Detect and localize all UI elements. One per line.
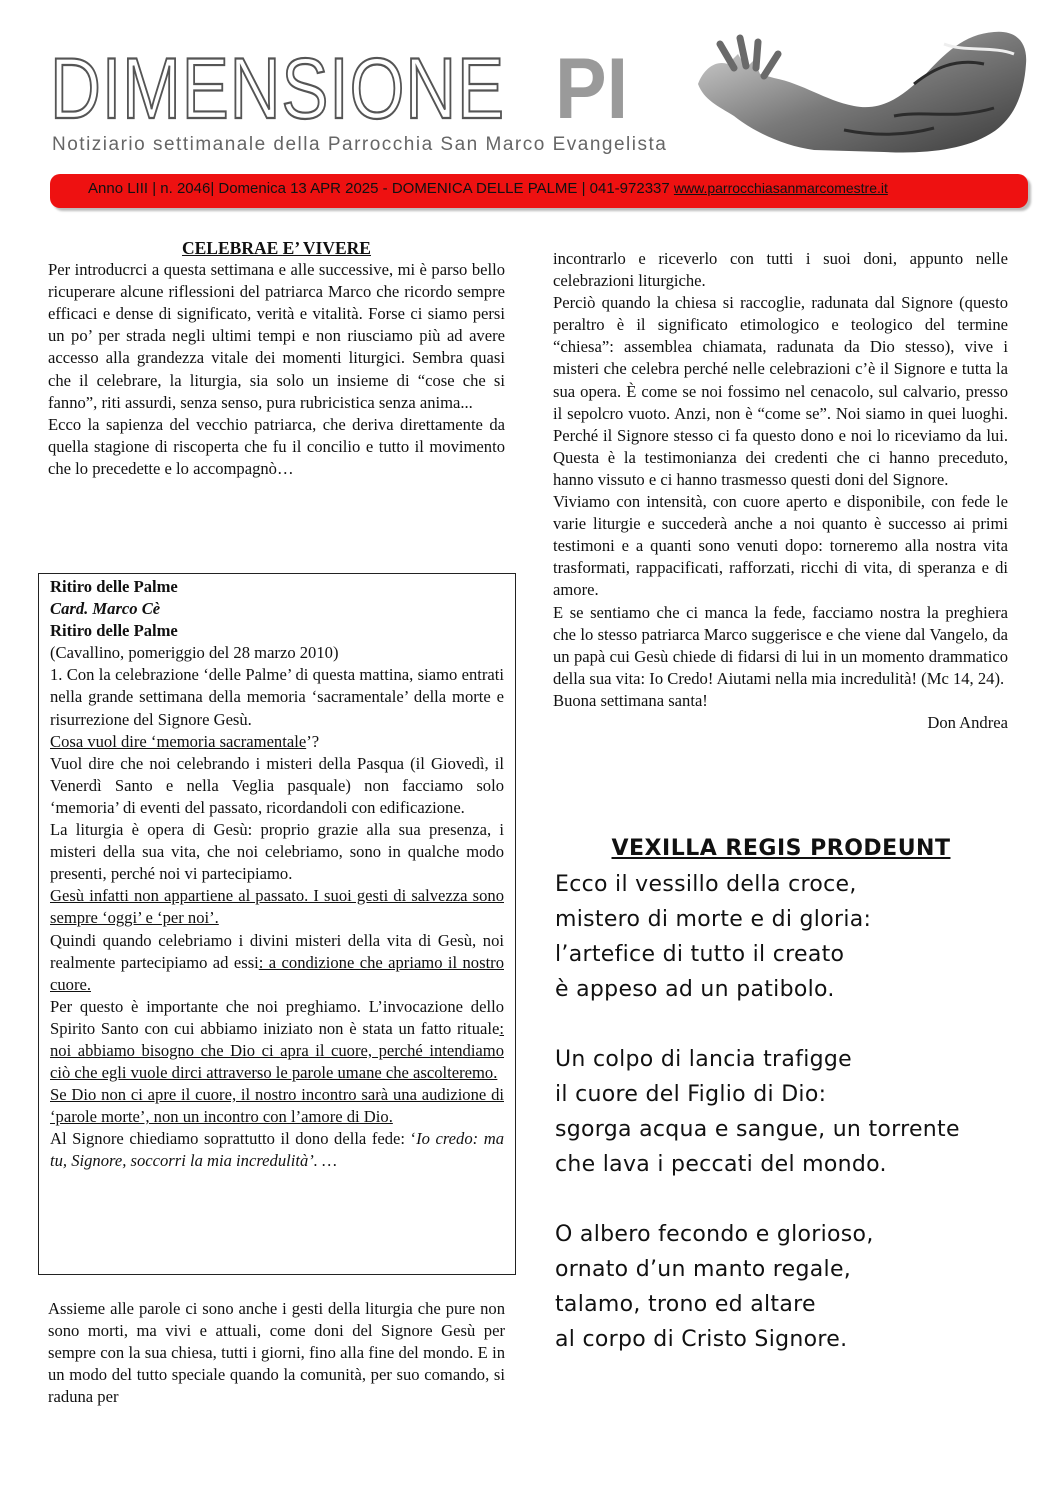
text: Per questo è importante che noi preghiamo. L’invocazione dello Spirito Santo con cui abbiamo iniziato non è stata un fatto rituale <box>50 996 504 1038</box>
paragraph: La liturgia è opera di Gesù: proprio grazie alla sua presenza, i misteri della sua vita, che noi celebriamo, sono in qualche modo presenti, perché noi vi partecipiamo. <box>50 820 504 884</box>
text: Al Signore chiediamo soprattutto il dono della fede: ‘ <box>50 1129 417 1149</box>
article-title: CELEBRAE E’ VIVERE <box>182 238 371 258</box>
info-bar-text <box>88 180 888 197</box>
poem-line: al corpo di Cristo Signore. <box>555 1327 848 1352</box>
poem-line: ornato d’un manto regale, <box>555 1257 852 1282</box>
poem-line: mistero di morte e di gloria: <box>555 907 872 932</box>
text: Quindi quando celebriamo i divini misteri della vita di Gesù, noi realmente partecipiamo ad essi <box>50 930 504 972</box>
paragraph: Buona settimana santa! <box>553 690 708 710</box>
paragraph: Viviamo con intensità, con cuore aperto e disponibile, con fede le varie liturgie e succederà anche a noi quanto è successo ai primi testimoni e a quanti sono venuti dopo: torneremo alla nostra vita trasformati, rappacificati, rafforzati, ricchi di vita, di speranza e di amore. <box>553 492 1008 600</box>
text: ’? <box>306 731 320 751</box>
newsletter-subtitle: Notiziario settimanale della Parrocchia San Marco Evangelista <box>52 134 668 155</box>
underlined-text: Cosa vuol dire ‘memoria sacramentale <box>50 731 307 751</box>
poem-line: è appeso ad un patibolo. <box>555 977 835 1002</box>
issue-info: Anno LIII | n. 2046| Domenica 13 APR 2025 - DOMENICA DELLE PALME | 041-972337 <box>88 180 674 197</box>
article-celebrare <box>48 237 505 480</box>
paragraph: incontrarlo e riceverlo con tutti i suoi doni, appunto nelle celebrazioni liturgiche. <box>553 249 1008 291</box>
paragraph: E se sentiamo che ci manca la fede, facciamo nostra la preghiera che lo stesso patriarca Marco suggerisce e che viene dal Vangelo, da un papà cui Gesù chiede di fidarsi di lui in un momento drammatico della sua vita: Io Credo! Aiutami nella mia incredulità! (Mc 14, 24). <box>553 602 1008 688</box>
hymn-title: VEXILLA REGIS PRODEUNT <box>611 836 951 861</box>
box-heading: Ritiro delle Palme <box>50 621 178 641</box>
poem-line: l’artefice di tutto il creato <box>555 942 845 967</box>
paragraph: 1. Con la celebrazione ‘delle Palme’ di questa mattina, siamo entrati nella grande settimana della memoria ‘sacramentale’ della morte e risurrezione del Signore Gesù. <box>50 665 504 729</box>
paragraph: Perciò quando la chiesa si raccoglie, radunata dal Signore (questo peraltro è il significato etimologico e teologico del termine “chiesa”: assemblea chiamata, radunata da Dio stesso), vive i misteri che celebra perché nelle celebrazioni c’è il Signore e tutta la sua opera. È come se noi fossimo nel cenacolo, sul calvario, presso il sepolcro vuoto. Anzi, non è “come se”. Noi siamo in quei luoghi. Perché il Signore stesso ci fa questo dono e noi lo riceviamo da lui. Questa è la testimonianza dei credenti che ci hanno preceduto, hanno vissuto e ci hanno trasmesso questi doni del Signore. <box>553 293 1008 489</box>
parish-website-link[interactable]: www.parrocchiasanmarcomestre.it <box>673 180 888 196</box>
paragraph: Assieme alle parole ci sono anche i gesti della liturgia che pure non sono morti, ma vivi e attuali, come doni del Signore Gesù per sempre con la sua chiesa, tutti i giorni, fino alla fine del mondo. E in un modo del tutto speciale quando la comunità, per suo comando, si raduna per <box>48 1299 505 1407</box>
box-author: Card. Marco Cè <box>50 599 161 619</box>
underlined-text: : noi abbiamo bisogno che Dio ci apra il cuore, perché intendiamo ciò che egli vuole dirci attraverso le parole umane che ascolteremo. <box>50 1018 504 1083</box>
paragraph: Per introducrci a questa settimana e alle successive, mi è parso bello ricuperare alcune riflessioni del patriarca Marco che ricordo sempre efficaci e dense di significato, verità e vitalità. Forse ci siamo persi un po’ per strada negli ultimi tempi e non riusciamo più ad avere accesso alla grandezza vitale dei momenti liturgici. Sembra quasi che il celebrare, la liturgia, sia solo un insieme di “cose che si fanno”, riti assurdi, senza senso, pura rubricistica senza anima... <box>48 260 505 412</box>
poem-line: il cuore del Figlio di Dio: <box>555 1082 827 1107</box>
poem-line: talamo, trono ed altare <box>555 1292 816 1317</box>
signature: Don Andrea <box>927 712 1008 732</box>
box-heading: Ritiro delle Palme <box>50 577 178 596</box>
hymn-vexilla <box>555 836 1015 1392</box>
poem-line: che lava i peccati del mondo. <box>555 1152 887 1177</box>
poem-line: sgorga acqua e sangue, un torrente <box>555 1117 960 1142</box>
underlined-text: : a condizione che apriamo il nostro cuore. <box>50 952 504 994</box>
stanza <box>555 1042 1015 1182</box>
question-line <box>50 731 504 753</box>
retreat-excerpt <box>50 576 504 1173</box>
paragraph: Vuol dire che noi celebrando i misteri della Pasqua (il Giovedì, il Venerdì Santo e nella Veglia pasquale) non facciamo solo ‘memoria’ di eventi del passato, ricordandoli con edificazione. <box>50 753 504 817</box>
paragraph-underlined: Gesù infatti non appartiene al passato. I suoi gesti di salvezza sono sempre ‘oggi’ e ‘per noi’. <box>50 886 504 928</box>
paragraph: Ecco la sapienza del vecchio patriarca, che deriva direttamente da quella stagione di riscoperta che fu il concilio e tutto il movimento che lo precedette e lo accompagnò… <box>48 414 505 478</box>
newsletter-logo <box>50 41 629 137</box>
stanza <box>555 1217 1015 1357</box>
italic-text: Io credo: ma tu, Signore, soccorri la mia incredulità’. … <box>50 1129 504 1171</box>
paragraph-underlined: Se Dio non ci apre il cuore, il nostro incontro sarà una audizione di ‘parole morte’, non un incontro con l’amore di Dio. <box>50 1085 504 1127</box>
box-place: (Cavallino, pomeriggio del 28 marzo 2010) <box>50 643 339 663</box>
paragraph <box>50 1128 504 1172</box>
poem-line: Ecco il vessillo della croce, <box>555 872 857 897</box>
paragraph <box>50 996 504 1084</box>
poem-line: Un colpo di lancia trafigge <box>555 1047 852 1072</box>
logo-word-pi: PI <box>555 41 629 137</box>
sculpture-hands-image <box>694 24 1030 156</box>
article-right-column <box>553 248 1008 734</box>
article-continuation <box>48 1298 505 1408</box>
stanza <box>555 867 1015 1007</box>
paragraph <box>50 930 504 996</box>
poem-line: O albero fecondo e glorioso, <box>555 1222 874 1247</box>
logo-word-dimensione: DIMENSIONE <box>50 41 505 137</box>
